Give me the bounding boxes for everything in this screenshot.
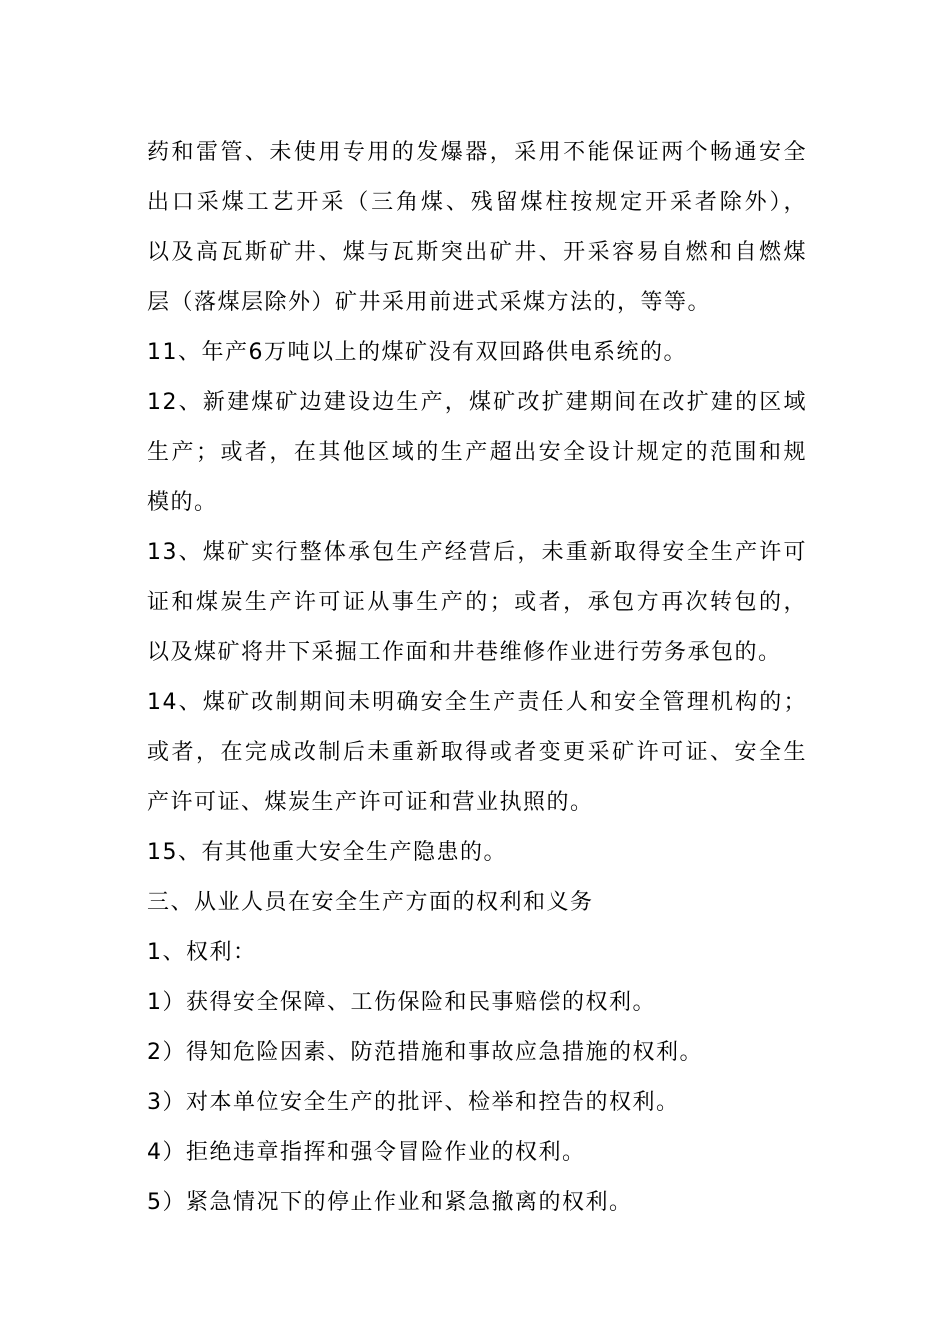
text-line: 1、权利： bbox=[147, 940, 257, 965]
list-item-right-2 bbox=[147, 1028, 807, 1078]
text-line: 5）紧急情况下的停止作业和紧急撤离的权利。 bbox=[147, 1190, 633, 1215]
text-line: 三、从业人员在安全生产方面的权利和义务 bbox=[147, 890, 594, 915]
paragraph-continuation bbox=[147, 128, 807, 328]
text-line: 11、年产6万吨以上的煤矿没有双回路供电系统的。 bbox=[147, 340, 687, 365]
list-item-right-3 bbox=[147, 1078, 807, 1128]
paragraph-item-11 bbox=[147, 328, 807, 378]
paragraph-item-15 bbox=[147, 828, 807, 878]
paragraph-item-12 bbox=[147, 378, 807, 528]
text-line: 或者，在完成改制后未重新取得或者变更采矿许可证、安全生 bbox=[147, 740, 807, 765]
text-line: 3）对本单位安全生产的批评、检举和控告的权利。 bbox=[147, 1090, 680, 1115]
text-line: 药和雷管、未使用专用的发爆器，采用不能保证两个畅通安全 bbox=[147, 140, 807, 165]
text-line: 1）获得安全保障、工伤保险和民事赔偿的权利。 bbox=[147, 990, 656, 1015]
paragraph-item-14 bbox=[147, 678, 807, 828]
text-line: 模的。 bbox=[147, 490, 218, 515]
section-heading-3 bbox=[147, 878, 807, 928]
text-line: 15、有其他重大安全生产隐患的。 bbox=[147, 840, 507, 865]
text-line: 12、新建煤矿边建设边生产，煤矿改扩建期间在改扩建的区域 bbox=[147, 390, 807, 415]
text-line: 14、煤矿改制期间未明确安全生产责任人和安全管理机构的； bbox=[147, 690, 807, 715]
text-line: 产许可证、煤炭生产许可证和营业执照的。 bbox=[147, 790, 594, 815]
text-line: 4）拒绝违章指挥和强令冒险作业的权利。 bbox=[147, 1140, 586, 1165]
text-line: 2）得知危险因素、防范措施和事故应急措施的权利。 bbox=[147, 1040, 703, 1065]
list-item-right-4 bbox=[147, 1128, 807, 1178]
text-line: 证和煤炭生产许可证从事生产的；或者，承包方再次转包的， bbox=[147, 590, 807, 615]
text-line: 出口采煤工艺开采（三角煤、残留煤柱按规定开采者除外）， bbox=[147, 190, 807, 215]
subheading-rights bbox=[147, 928, 807, 978]
text-line: 生产；或者，在其他区域的生产超出安全设计规定的范围和规 bbox=[147, 440, 807, 465]
text-line: 13、煤矿实行整体承包生产经营后，未重新取得安全生产许可 bbox=[147, 540, 807, 565]
list-item-right-1 bbox=[147, 978, 807, 1028]
document-body bbox=[147, 128, 807, 1228]
text-line: 层（落煤层除外）矿井采用前进式采煤方法的，等等。 bbox=[147, 290, 712, 315]
paragraph-item-13 bbox=[147, 528, 807, 678]
list-item-right-5 bbox=[147, 1178, 807, 1228]
text-line: 以及高瓦斯矿井、煤与瓦斯突出矿井、开采容易自燃和自燃煤 bbox=[147, 240, 807, 265]
text-line: 以及煤矿将井下采掘工作面和井巷维修作业进行劳务承包的。 bbox=[147, 640, 782, 665]
